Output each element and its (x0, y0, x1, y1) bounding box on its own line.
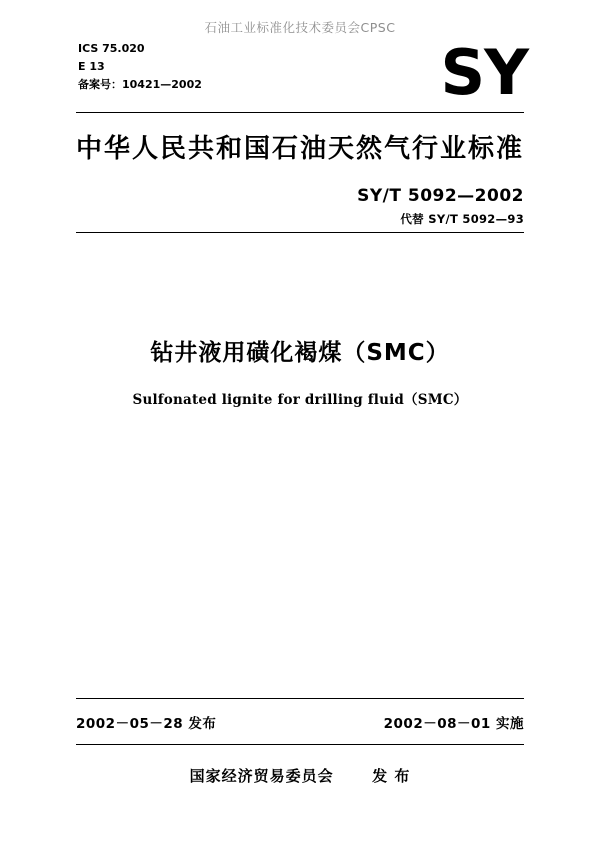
divider-footer (76, 744, 524, 745)
ics-code: ICS 75.020 (78, 42, 145, 55)
issuer-action: 发 布 (372, 767, 411, 785)
dates-row (76, 712, 524, 732)
code-block (78, 40, 202, 93)
standard-number-block (357, 186, 524, 227)
classification-code: E 13 (78, 59, 105, 73)
page-title: 中华人民共和国石油天然气行业标准 (75, 134, 524, 164)
divider-bottom (76, 698, 524, 699)
sy-logo: SY (440, 36, 528, 109)
standard-replaces: 代替 SY/T 5092—93 (400, 212, 524, 226)
record-number: 备案号：10421—2002 (78, 77, 202, 91)
issuer-name: 国家经济贸易委员会 (189, 767, 334, 785)
issuer-line (0, 765, 600, 786)
effective-date: 2002－08－01 实施 (383, 716, 524, 732)
standard-number: SY/T 5092—2002 (357, 186, 524, 206)
divider-middle (76, 232, 524, 233)
document-title-chinese: 钻井液用磺化褐煤（SMC） (150, 340, 450, 366)
watermark-text: 石油工业标准化技术委员会CPSC (204, 20, 396, 35)
divider-top (76, 112, 524, 113)
issue-date: 2002－05－28 发布 (76, 716, 217, 732)
document-title-english: Sulfonated lignite for drilling fluid（SMC） (132, 392, 468, 408)
